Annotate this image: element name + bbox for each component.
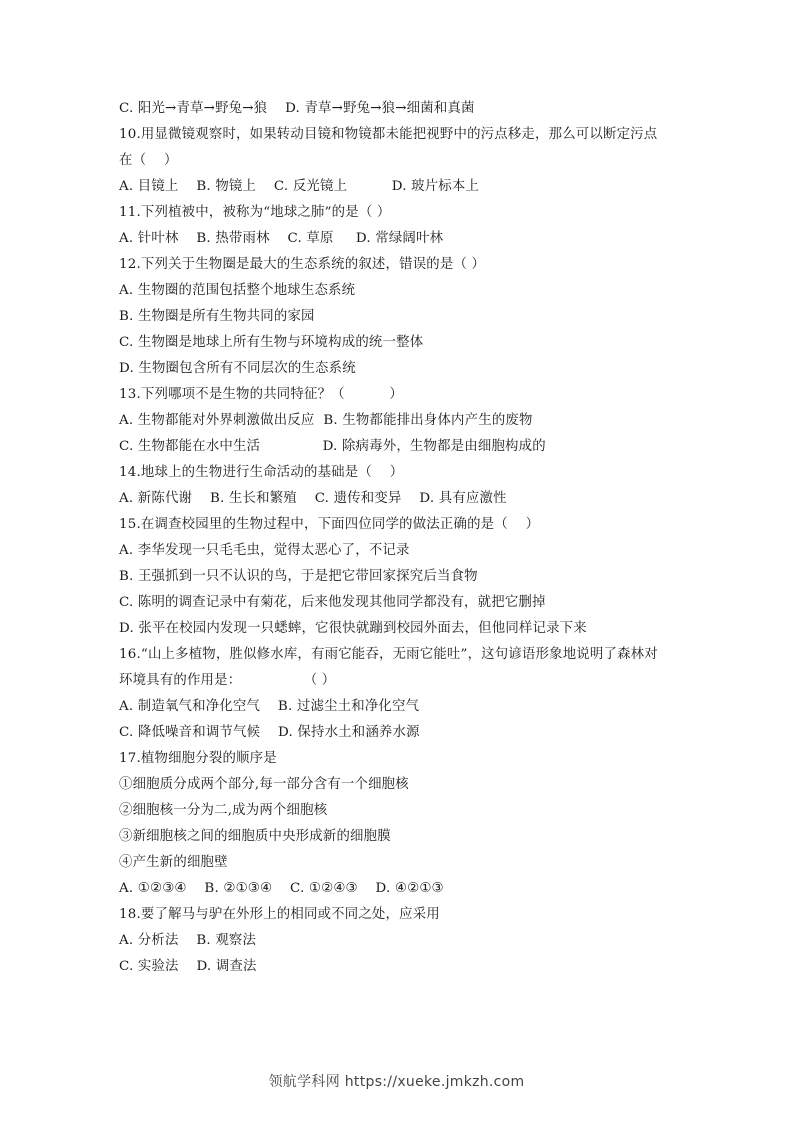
options-14: A. 新陈代谢 B. 生长和繁殖 C. 遗传和变异 D. 具有应激性 [119, 491, 507, 506]
step-line: ③新细胞核之间的细胞质中央形成新的细胞膜 [119, 829, 391, 844]
step-line: ②细胞核一分为二,成为两个细胞核 [119, 803, 328, 818]
question-13: 13.下列哪项不是生物的共同特征？（ ） [119, 387, 403, 402]
option-line: A. 生物都能对外界刺激做出反应 B. 生物都能排出身体内产生的废物 [119, 413, 533, 428]
option-line: C. 降低噪音和调节气候 D. 保持水土和涵养水源 [119, 725, 420, 740]
question-15: 15.在调查校园里的生物过程中，下面四位同学的做法正确的是（ ） [119, 517, 540, 532]
text-line: 环境具有的作用是： （ ） [119, 673, 336, 688]
option-line: A. 分析法 B. 观察法 [119, 933, 257, 948]
option-line: C. 生物圈是地球上所有生物与环境构成的统一整体 [119, 335, 424, 350]
option-line: C. 实验法 D. 调查法 [119, 959, 257, 974]
footer-watermark: 领航学科网 https://xueke.jmkzh.com [268, 1074, 525, 1090]
option-line: D. 生物圈包含所有不同层次的生态系统 [119, 361, 356, 376]
question-14: 14.地球上的生物进行生命活动的基础是（ ） [119, 465, 404, 480]
option-line: D. 张平在校园内发现一只蟋蟀，它很快就蹦到校园外面去，但他同样记录下来 [119, 621, 587, 636]
option-line: C. 陈明的调查记录中有菊花，后来他发现其他同学都没有，就把它删掉 [119, 595, 546, 610]
option-line: A. 制造氧气和净化空气 B. 过滤尘土和净化空气 [119, 699, 420, 714]
option-line: C. 生物都能在水中生活 D. 除病毒外，生物都是由细胞构成的 [119, 439, 546, 454]
text-line: 在（ ） [119, 153, 178, 168]
question-18: 18.要了解马与驴在外形上的相同或不同之处，应采用 [119, 907, 440, 922]
question-11: 11.下列植被中，被称为“地球之肺”的是（ ） [119, 205, 391, 220]
question-12: 12.下列关于生物圈是最大的生态系统的叙述，错误的是（ ） [119, 257, 486, 272]
option-line: B. 生物圈是所有生物共同的家园 [119, 309, 315, 324]
step-line: ①细胞质分成两个部分,每一部分含有一个细胞核 [119, 777, 409, 792]
text-line: C. 阳光→青草→野兔→狼 D. 青草→野兔→狼→细菌和真菌 [119, 101, 475, 116]
option-line: A. 生物圈的范围包括整个地球生态系统 [119, 283, 356, 298]
question-17: 17.植物细胞分裂的顺序是 [119, 751, 277, 766]
options-17: A. ①②③④ B. ②①③④ C. ①②④③ D. ④②①③ [119, 881, 444, 896]
question-16: 16.“山上多植物，胜似修水库，有雨它能吞，无雨它能吐”，这句谚语形象地说明了森林对 [119, 647, 658, 662]
question-10: 10.用显微镜观察时，如果转动目镜和物镜都未能把视野中的污点移走，那么可以断定污点 [119, 127, 658, 142]
option-line: B. 王强抓到一只不认识的鸟，于是把它带回家探究后当食物 [119, 569, 478, 584]
step-line: ④产生新的细胞壁 [119, 855, 228, 870]
option-line: A. 李华发现一只毛毛虫，觉得太恶心了，不记录 [119, 543, 410, 558]
options-10: A. 目镜上 B. 物镜上 C. 反光镜上 D. 玻片标本上 [119, 179, 480, 194]
options-11: A. 针叶林 B. 热带雨林 C. 草原 D. 常绿阔叶林 [119, 231, 444, 246]
